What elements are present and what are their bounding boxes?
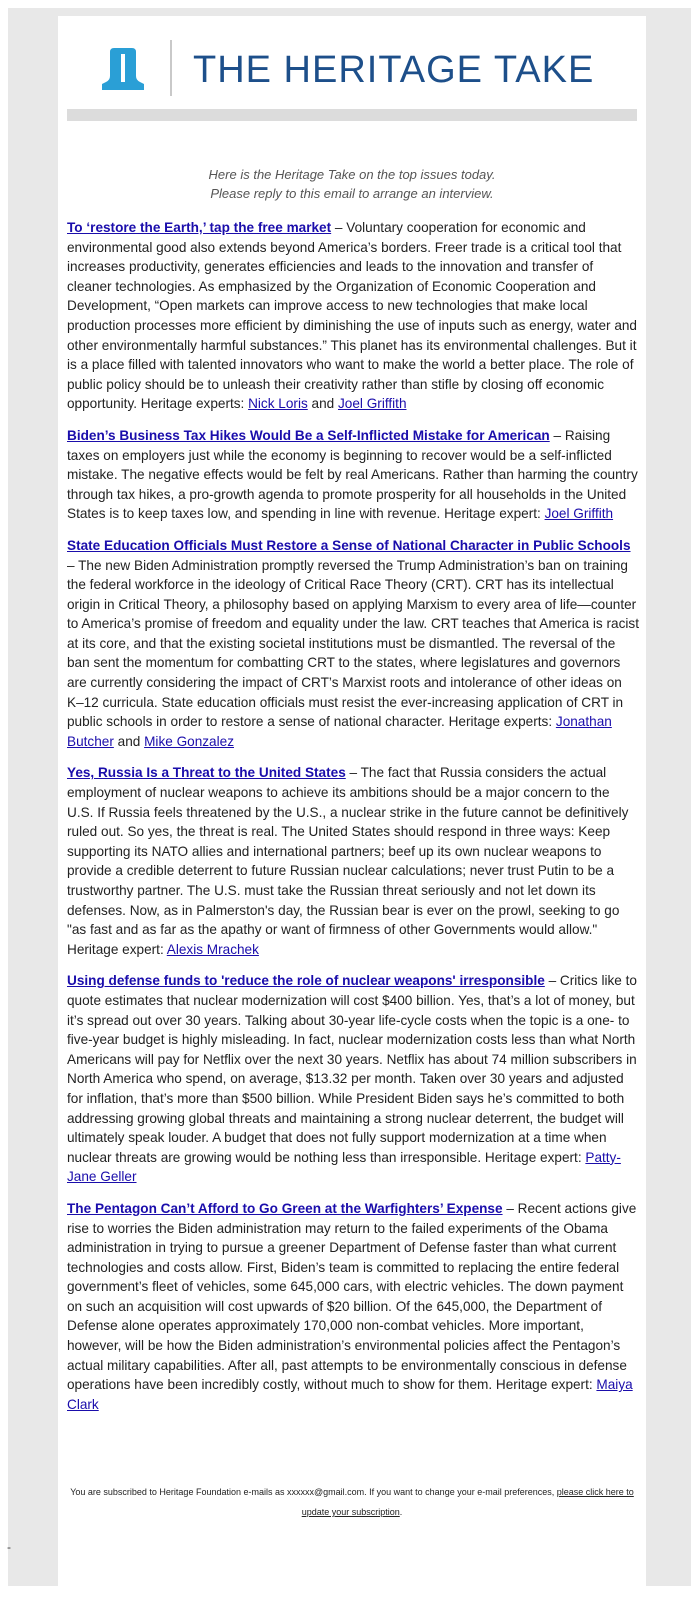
expert-link[interactable]: Joel Griffith bbox=[544, 506, 614, 522]
footer-text: You are subscribed to Heritage Foundation e-mails as xxxxxx@gmail.com. If you want to change your e-mail preferences, bbox=[70, 1487, 557, 1497]
header-divider-bar bbox=[67, 109, 637, 121]
corner-mark: - bbox=[7, 1540, 11, 1554]
story-item bbox=[67, 536, 639, 752]
story-body: – The new Biden Administration promptly reversed the Trump Administration’s ban on training the federal workforce in the ideology of Critical Race Theory (CRT). CRT has its intellectual origin in Critical Theory, a philosophy based on applying Marxism to every area of life—counter to America’s promise of freedom and equality under the law. CRT teaches that America is racist at its core, and that the existing societal institutions must be dismantled. The reversal of the ban sent the momentum for combatting CRT to the states, where legislatures and governors are currently considering the impact of CRT’s Marxist roots and intolerance of other ideas on K–12 curricula. State education officials must resist the ever-increasing application of CRT in public schools in order to restore a sense of national character. Heritage experts: bbox=[67, 557, 639, 730]
footer-period: . bbox=[399, 1507, 403, 1517]
expert-link[interactable]: Maiya Clark bbox=[67, 1377, 633, 1412]
email-header bbox=[58, 16, 646, 116]
email-background-frame bbox=[8, 8, 691, 1586]
story-headline-link[interactable]: State Education Officials Must Restore a Sense of National Character in Public Schools bbox=[67, 537, 631, 553]
story-headline-link[interactable]: Yes, Russia Is a Threat to the United States bbox=[67, 765, 346, 781]
expert-joiner: and bbox=[113, 733, 145, 749]
expert-link[interactable]: Jonathan Butcher bbox=[67, 714, 612, 749]
expert-link[interactable]: Patty-Jane Geller bbox=[67, 1149, 621, 1185]
story-body: – Critics like to quote estimates that nuclear modernization will cost $400 billion. Yes, that’s a lot of money, but it’s spread out over 30 years. Talking about 30-year life-cycle costs when the topic is a one- to five-year budget is highly misleading. In fact, nuclear modernization costs less than what North Americans will pay for Netflix over the next 30 years. Netflix has about 74 million subscribers in North America who spend, on average, $13.32 per month. Taken over 30 years and adjusted for inflation, that’s more than $500 billion. While President Biden says he’s committed to both addressing growing global threats and maintaining a strong nuclear deterrent, the budget will ultimately speak louder. A budget that does not fully support modernization at a time when nuclear threats are growing would be nothing less than irresponsible. Heritage expert: bbox=[67, 973, 637, 1165]
story-body: – Raising taxes on employers just while the economy is beginning to recover would be a self-inflicted mistake. The negative effects would be felt by real Americans. Rather than harming the country through tax hikes, a pro-growth agenda to promote prosperity for all households in the United States is to keep taxes low, and spending in line with revenue. Heritage expert: bbox=[67, 427, 638, 522]
expert-joiner: and bbox=[307, 396, 338, 412]
intro-line-2: Please reply to this email to arrange an interview. bbox=[210, 186, 494, 201]
intro-line-1: Here is the Heritage Take on the top issues today. bbox=[208, 167, 496, 182]
story-list bbox=[67, 218, 639, 1426]
liberty-bell-icon bbox=[100, 46, 146, 92]
subscription-footer bbox=[58, 1482, 646, 1522]
story-headline-link[interactable]: The Pentagon Can’t Afford to Go Green at the Warfighters’ Expense bbox=[67, 1200, 503, 1216]
email-card bbox=[58, 16, 646, 1594]
story-body: – The fact that Russia considers the actual employment of nuclear weapons to achieve its ambitions should be a major concern to the U.S. If Russia feels threatened by the U.S., a nuclear strike in the future cannot be definitively ruled out. So yes, the threat is real. The United States should respond in three ways: Keep supporting its NATO allies and international partners; beef up its own nuclear weapons to provide a credible deterrent to future Russian nuclear calculations; never trust Putin to be a trustworthy partner. The U.S. must take the Russian threat seriously and not let down its defenses. Now, as in Palmerston's day, the Russian bear is ever on the prowl, seeking to go "as fast and as far as the apathy or want of firmness of other Governments would allow." Heritage expert: bbox=[67, 765, 629, 957]
story-body: – Recent actions give rise to worries the Biden administration may return to the failed experiments of the Obama administration in trying to pursue a greener Department of Defense faster than what current technologies and costs allow. First, Biden’s team is committed to replacing the entire federal government’s fleet of vehicles, some 645,000 cars, with electric vehicles. The down payment on such an acquisition will cost upwards of $20 billion. Of the 645,000, the Department of Defense alone operates approximately 170,000 non-combat vehicles. More important, however, will be how the Biden administration’s environmental policies affect the Pentagon’s actual military capabilities. After all, past attempts to be environmentally conscious in defense operations have been incredibly costly, without much to show for them. Heritage expert: bbox=[67, 1200, 637, 1393]
story-item bbox=[67, 218, 639, 414]
update-subscription-link[interactable]: please click here to update your subscription bbox=[301, 1487, 634, 1517]
expert-link[interactable]: Nick Loris bbox=[248, 396, 308, 412]
story-headline-link[interactable]: Using defense funds to 'reduce the role of nuclear weapons' irresponsible bbox=[67, 973, 545, 989]
expert-link[interactable]: Alexis Mrachek bbox=[166, 941, 259, 957]
brand-title: THE HERITAGE TAKE bbox=[193, 49, 595, 91]
story-item bbox=[67, 1199, 639, 1415]
expert-link[interactable]: Mike Gonzalez bbox=[144, 733, 234, 749]
expert-link[interactable]: Joel Griffith bbox=[338, 396, 407, 412]
story-item bbox=[67, 426, 639, 524]
story-item bbox=[67, 763, 639, 959]
story-item bbox=[67, 971, 639, 1187]
intro-text bbox=[58, 165, 646, 203]
story-body: – Voluntary cooperation for economic and environmental good also extends beyond America’s borders. Freer trade is a critical tool that increases productivity, generates efficiencies and leads to the innovation and transfer of cleaner technologies. As emphasized by the Organization of Economic Cooperation and Development, “Open markets can improve access to new technologies that make local production processes more efficient by diminishing the use of inputs such as energy, water and other environmentally harmful substances.” This planet has its environmental challenges. But it is a place filled with talented innovators who want to make the world a better place. The role of public policy should be to unleash their creativity rather than stifle by closing off economic opportunity. Heritage experts: bbox=[67, 220, 637, 412]
logo-divider bbox=[170, 40, 172, 96]
story-headline-link[interactable]: To ‘restore the Earth,’ tap the free market bbox=[67, 220, 332, 235]
story-headline-link[interactable]: Biden’s Business Tax Hikes Would Be a Self-Inflicted Mistake for American bbox=[67, 427, 550, 443]
